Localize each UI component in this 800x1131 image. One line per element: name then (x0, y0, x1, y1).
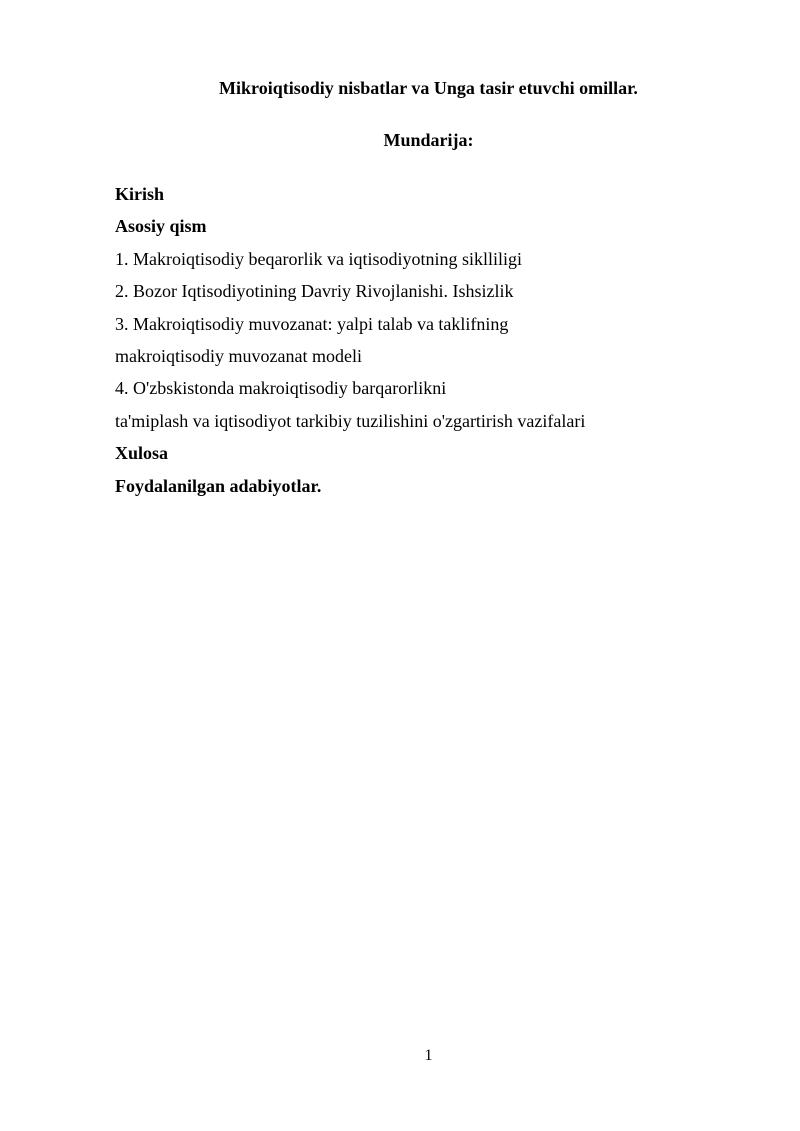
toc-item-asosiy-qism: Asosiy qism (115, 216, 207, 237)
table-of-contents (115, 178, 755, 502)
toc-item-3: 3. Makroiqtisodiy muvozanat: yalpi talab va taklifning (115, 313, 509, 334)
toc-item-4: 4. O'zbskistonda makroiqtisodiy barqarorlikni (115, 378, 447, 399)
toc-item-adabiyotlar: Foydalanilgan adabiyotlar. (115, 475, 322, 496)
toc-item-1: 1. Makroiqtisodiy beqarorlik va iqtisodiyotning siklliligi (115, 248, 522, 269)
page-number: 1 (424, 1047, 433, 1064)
document-title: Mikroiqtisodiy nisbatlar va Unga tasir etuvchi omillar. (219, 78, 638, 98)
toc-heading: Mundarija: (383, 130, 474, 150)
toc-item-4-continuation: ta'miplash va iqtisodiyot tarkibiy tuzilishini o'zgartirish vazifalari (115, 410, 586, 431)
toc-item-xulosa: Xulosa (115, 443, 169, 464)
toc-item-3-continuation: makroiqtisodiy muvozanat modeli (115, 346, 362, 367)
toc-item-2: 2. Bozor Iqtisodiyotining Davriy Rivojlanishi. Ishsizlik (115, 281, 514, 302)
toc-item-kirish: Kirish (115, 184, 165, 204)
